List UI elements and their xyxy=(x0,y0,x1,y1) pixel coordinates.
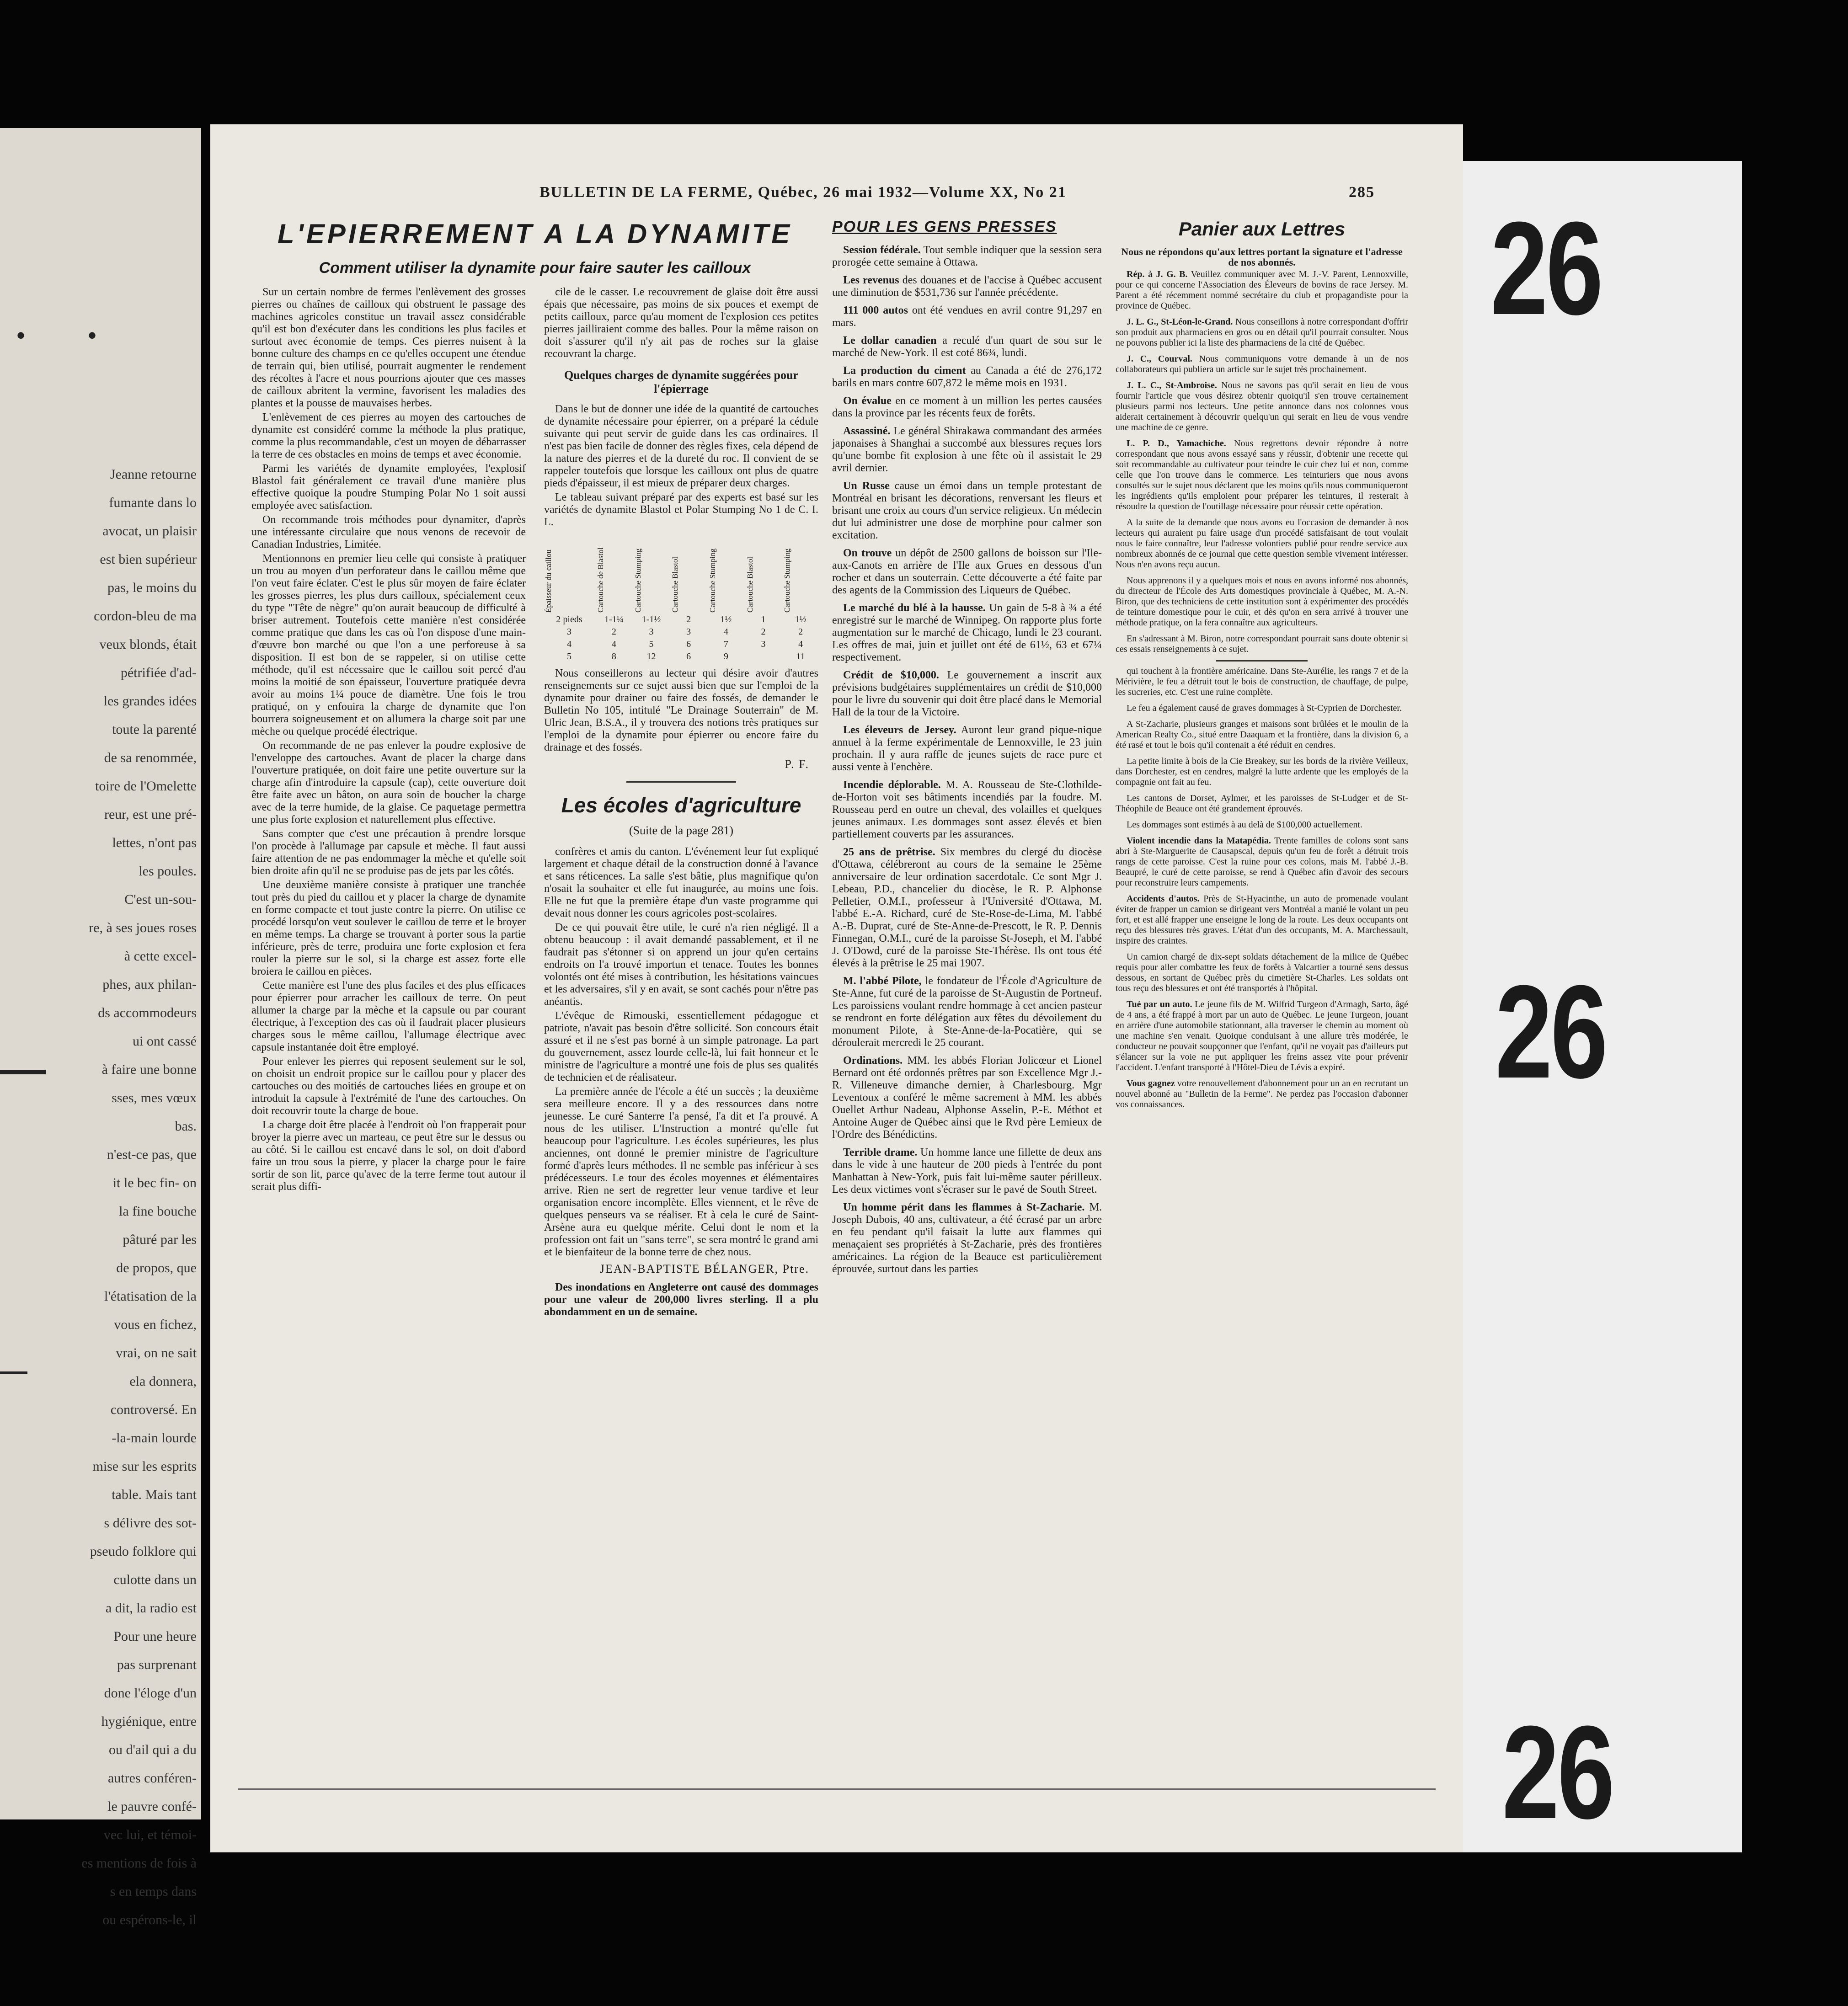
table-cell: 2 pieds xyxy=(556,614,582,624)
item-lead: On évalue xyxy=(843,395,892,407)
item-lead: Assassiné. xyxy=(843,425,891,437)
item-lead: Accidents d'autos. xyxy=(1127,894,1200,904)
item-lead: Ordinations. xyxy=(843,1055,903,1067)
news-item xyxy=(1116,269,1408,311)
item-text: Trente familles de colons sont sans abri à Ste-Marguerite de Causapscal, depuis qu'un feu de forêt a détruit trois rangs de cette paroisse. C'est la ruine pour ces colons, mais M. l'abbé J.-B. Beaupré, le curé de cette paroisse, se rend à Québec afin d'avoir des secours pour reconstruire leurs campements. xyxy=(1116,836,1408,888)
item-lead: Violent incendie dans la Matapédia. xyxy=(1127,836,1271,846)
text-fragment: culotte dans un xyxy=(113,1572,197,1587)
item-lead: Incendie déplorable. xyxy=(843,779,941,791)
item-lead: 111 000 autos xyxy=(843,304,908,316)
item-lead: Les éleveurs de Jersey. xyxy=(843,724,956,736)
news-item xyxy=(832,425,1102,475)
article-paragraph: cile de le casser. Le recouvrement de glaise doit être aussi épais que nécessaire, pas moins de six pouces et exempt de petits cailloux, parce qu'au moment de l'explosion ces petites pierres jailliraient comme des balles. Pour la même raison on doit s'assurer qu'il n'y ait pas de roches sur la glaise recouvrant la charge. xyxy=(544,286,818,360)
item-text: Les cantons de Dorset, Aylmer, et les paroisses de St-Ludger et de St-Théophile de Beauce ont été grandement éprouvés. xyxy=(1116,793,1408,814)
text-fragment: vec lui, et témoi- xyxy=(103,1827,197,1842)
text-fragment: cordon-bleu de ma xyxy=(94,608,197,624)
text-fragment: -la-main lourde xyxy=(112,1430,197,1446)
item-text: Près de St-Hyacinthe, un auto de promenade voulant éviter de frapper un camion se dirigeant vers Montréal a manié le volant un peu fort, et est allé frapper une enseigne le long de la route. Les deux occupants ont reçu des blessures très graves. L'état d'un des occupants, M. A. Marchessault, inspire des craintes. xyxy=(1116,894,1409,946)
divider xyxy=(1216,660,1308,662)
article-paragraph: La première année de l'école a été un succès ; la deuxième sera meilleure encore. Il y a des ressources dans notre jeunesse. Le curé Santerre l'a pensé, l'a dit et l'a prouvé. A nous de les utiliser. L'Instruction a montré qu'elle fut beaucoup pour l'agriculture. Les écoles supérieures, les plus anciennes, ont donné le premier ministre de l'agriculture formé d'après leurs méthodes. Il ne semble pas inférieur à ses prédécesseurs. Le tour des écoles moyennes et élémentaires arrive. Rien ne sert de regretter leur venue tardive et leur organisation encore incomplète. Elles viennent, et le rêve de quelques penseurs va se réaliser. Et à cela le curé de Saint-Arsène aura eu quelque mérite. Celui dont le nom et la profession ont fait un "sans terre", se sera montré le grand ami et le bienfaiteur de la bonne terre de chez nous. xyxy=(544,1086,818,1258)
table-cell: 3 xyxy=(567,627,571,637)
article-paragraph: Pour enlever les pierres qui reposent seulement sur le sol, on choisit un endroit propice sur le caillou pour y placer des cartouches ou des moitiés de cartouches liées en groupe et on introduit la capsule à l'extrémité de l'une des cartouches. On doit recouvrir toute la charge de boue. xyxy=(251,1056,526,1117)
news-item xyxy=(1116,894,1408,946)
text-fragment: reur, est une pré- xyxy=(104,807,197,822)
table-cell: 5 xyxy=(567,651,571,662)
item-lead: J. L. G., St-Léon-le-Grand. xyxy=(1127,317,1233,327)
table-cell: 3 xyxy=(761,639,766,649)
item-lead: Un homme périt dans les flammes à St-Zacharie. xyxy=(843,1201,1085,1213)
text-fragment: Pour une heure xyxy=(113,1629,197,1644)
news-item xyxy=(1116,756,1408,788)
panier-intro: Nous ne répondons qu'aux lettres portant la signature et l'adresse de nos abonnés. xyxy=(1121,246,1403,268)
text-fragment: les grandes idées xyxy=(103,694,197,709)
news-item xyxy=(832,244,1102,269)
news-item xyxy=(832,724,1102,774)
text-fragment: pseudo folklore qui xyxy=(90,1544,197,1559)
item-text: un dépôt de 2500 gallons de boisson sur l'Ile-aux-Canots en arrière de l'Ile aux Grues en dessous d'un rocher et dans un souterrain. Cette découverte a été faite par des agents de la Commission des Liqueurs de Québec. xyxy=(832,547,1102,596)
table-cell xyxy=(746,651,781,662)
item-text: ont été vendues en avril contre 91,297 en mars. xyxy=(832,304,1102,329)
newspaper-page xyxy=(210,124,1463,1852)
text-fragment: de sa renommée, xyxy=(104,750,197,765)
item-text: qui touchent à la frontière américaine. Dans Ste-Aurélie, les rangs 7 et de la Mérivière, le feu a détruit tout le bois de construction, de chauffage, de pulpe, les sucreries, etc. C'est une ruine complète. xyxy=(1116,666,1408,697)
article-paragraph: Parmi les variétés de dynamite employées, l'explosif Blastol fait généralement ce travail d'une manière plus effective quoique la poudre Stumping Polar No 1 soit aussi employée avec satisfaction. xyxy=(251,463,526,512)
article-paragraph: Une deuxième manière consiste à pratiquer une tranchée tout près du pied du caillou et y placer la charge de dynamite en forme compacte et tout juste contre la pierre. On utilise ce procédé lorsqu'on veut soulever le caillou de terre et le broyer en même temps. La charge se trouvant à porter sous la partie inférieure, près de terre, produira une forte explosion et fera rouler la pierre sur le sol, si la charge est assez forte elle broiera le caillou en pièces. xyxy=(251,879,526,977)
table-cell: 5 xyxy=(649,639,654,649)
item-lead: L. P. D., Yamachiche. xyxy=(1127,438,1226,448)
item-text: Veuillez communiquer avec M. J.-V. Parent, Lennoxville, pour ce qui concerne l'Association des Éleveurs de bovins de race Jersey. M. Parent a été récemment nommé secrétaire du club et propagandiste pour la province de Québec. xyxy=(1116,269,1408,311)
article-signature: P. F. xyxy=(785,758,809,771)
table-header: Épaisseur du caillou xyxy=(544,550,553,613)
article-subtitle: Comment utiliser la dynamite pour faire sauter les cailloux xyxy=(319,259,751,277)
article-paragraph: De ce qui pouvait être utile, le curé n'a rien négligé. Il a obtenu beaucoup : il avait demandé passablement, et il ne faudrait pas s'étonner si on apprend un jour qu'en certains endroits on l'a trouvé importun et tenace. Toutes les bonnes volontés ont été mises à contribution, les hésitations vaincues et les adversaires, s'il y en avait, se sont cachés pour n'être pas anéantis. xyxy=(544,922,818,1008)
news-item xyxy=(1116,820,1408,830)
news-item xyxy=(832,547,1102,597)
article2-title: Les écoles d'agriculture xyxy=(561,793,801,817)
news-item xyxy=(1116,793,1408,814)
text-fragment: toire de l'Omelette xyxy=(95,779,197,794)
text-fragment: toute la parenté xyxy=(112,722,197,737)
table-header: Cartouche Stumping xyxy=(633,548,642,613)
item-text: M. Joseph Dubois, 40 ans, cultivateur, a été écrasé par un arbre en feu pendant qu'il faisait la lutte aux flammes qui menaçaient ses propriétés à St-Zacharie, près des frontières américaines. La région de la Beauce est particulièrement éprouvée, surtout dans les parties xyxy=(832,1201,1102,1275)
text-fragment: veux blonds, était xyxy=(99,637,197,652)
news-item xyxy=(1116,438,1408,512)
text-fragment: it le bec fin- on xyxy=(112,1175,197,1190)
text-fragment: lettes, n'ont pas xyxy=(112,835,197,850)
text-fragment: done l'éloge d'un xyxy=(104,1686,197,1701)
item-lead: Crédit de $10,000. xyxy=(843,669,939,681)
text-fragment: pas surprenant xyxy=(117,1657,197,1672)
table-cell: 2 xyxy=(761,627,766,637)
page-number: 285 xyxy=(1349,184,1375,201)
item-text: Le jeune fils de M. Wilfrid Turgeon d'Armagh, Sarto, âgé de 4 ans, a été frappé à mort par un auto de Québec. Le jeune Turgeon, jouant en arrière d'une automobile stationnant, alla traverser le chemin au moment où une machine s'en venait. Quoique conduisant à une allure très modérée, le conducteur ne pouvait soupçonner que l'enfant, qu'il ne voyait pas d'ailleurs put s'élancer sur la voie ne put appliquer les freins assez vite pour prévenir l'accident. L'enfant transporté à l'Hôtel-Dieu de Lévis a expiré. xyxy=(1116,999,1409,1072)
item-text: Un gain de 5-8 à ¾ a été enregistré sur le marché de Winnipeg. On rapporte plus forte augmentation sur le marché de Chicago, lundi le 23 courant. Les offres de mai, juin et juillet ont été de 61½, 63 et 67¼ respectivement. xyxy=(832,602,1102,663)
text-fragment: es mentions de fois à xyxy=(81,1856,197,1871)
text-fragment: s en temps dans xyxy=(110,1884,197,1899)
filmstrip-margin xyxy=(1463,161,1742,1852)
item-lead: M. l'abbé Pilote, xyxy=(843,975,922,987)
text-fragment: controversé. En xyxy=(110,1402,197,1417)
item-text: Auront leur grand pique-nique annuel à la ferme expérimentale de Lennoxville, le 23 juin prochain. Il y aura raffle de jeunes sujets de race pure et aussi vente à l'enchère. xyxy=(832,724,1102,773)
text-fragment: ds accommodeurs xyxy=(98,1005,197,1020)
table-header: Cartouche Blastol xyxy=(745,556,754,613)
article-paragraph: La charge doit être placée à l'endroit où l'on frapperait pour broyer la pierre avec un marteau, ce peut être sur le dessus ou au côté. Si le caillou est encavé dans le sol, on doit d'abord faire un trou sous la pierre, y placer la charge pour le faire sortir de son lit, parce qu'avec de la terre ferme tout autour il serait plus diffi- xyxy=(251,1119,526,1193)
item-text: Le général Shirakawa commandant des armées japonaises à Shanghai a succombé aux blessures reçues lors qu'une bombe fit explosion à une fête où il assistait le 29 avril dernier. xyxy=(832,425,1102,474)
item-text: Nous regrettons devoir répondre à notre correspondant que nous avons essayé sans y réussir, d'obtenir une recette qui soit recommandable au cultivateur pour teindre le cuir chez lui et non, comme celle que l'on trouve dans le commerce. Les teinturiers que nous avons consultés sur le sujet nous déclarent que les moins qu'ils nous communiqueront les ingrédients qu'ils emploient pour préparer les teintures, il resterait à résoudre la question de l'outillage nécessaire pour réussir cette opération. xyxy=(1116,438,1408,512)
item-text: En s'adressant à M. Biron, notre correspondant pourrait sans doute obtenir si ces essais renseignements à ce sujet. xyxy=(1116,634,1408,654)
table-cell: 6 xyxy=(686,651,691,662)
news-item xyxy=(1116,703,1408,714)
text-fragment: les poules. xyxy=(139,864,197,879)
table-cell: 2 xyxy=(611,627,616,637)
news-item xyxy=(832,365,1102,389)
item-text: Tout semble indiquer que la session sera prorogée cette semaine à Ottawa. xyxy=(832,244,1102,268)
table-header: Cartouche Stumping xyxy=(783,548,792,613)
table-cell: 11 xyxy=(796,651,805,662)
table-cell: 1½ xyxy=(720,614,732,624)
frame-number: 26 xyxy=(1490,194,1602,342)
news-item xyxy=(832,975,1102,1049)
item-lead: Terrible drame. xyxy=(843,1147,918,1158)
news-item xyxy=(1116,952,1408,994)
item-text: votre renouvellement d'abonnement pour un an en recrutant un nouvel abonné au "Bulletin de la Ferme". Ne perdez pas l'occasion d'abonner vos connaissances. xyxy=(1116,1078,1408,1110)
text-fragment: ela donnera, xyxy=(129,1374,197,1389)
text-fragment: vrai, on ne sait xyxy=(116,1345,197,1360)
news-item xyxy=(832,335,1102,359)
table-cell: 3 xyxy=(686,627,691,637)
text-fragment: la fine bouche xyxy=(119,1204,197,1219)
text-fragment: vous en fichez, xyxy=(114,1317,197,1332)
text-fragment: fumante dans lo xyxy=(109,495,197,510)
table-cell: 3 xyxy=(649,627,654,637)
text-fragment: bas. xyxy=(175,1119,197,1134)
item-text: MM. les abbés Florian Jolicœur et Lionel Bernard ont été ordonnés prêtres par son Excellence Mgr J.-R. Villeneuve dimanche dernier, à Charlesbourg. Mgr Leventoux a conféré le même sacrement à MM. les abbés Ouellet Arthur Nadeau, Alphonse Asselin, P.-E. Méthot et Antoine Auger de Québec ainsi que le Rvd père Lemieux de l'Ordre des Bénédictins. xyxy=(832,1055,1102,1141)
table-cell: 1 xyxy=(761,614,766,624)
item-text: au Canada a été de 276,172 barils en mars contre 607,872 le même mois en 1931. xyxy=(832,365,1102,389)
news-item xyxy=(1116,380,1408,433)
item-text: Le feu a également causé de graves dommages à St-Cyprien de Dorchester. xyxy=(1127,703,1402,713)
table-cell: 4 xyxy=(798,639,803,649)
news-item xyxy=(832,1055,1102,1141)
article-paragraph: Dans le but de donner une idée de la quantité de cartouches de dynamite nécessaire pour épierrer, on a préparé la cédule suivante qui peut servir de guide dans les cas ordinaires. Il n'est pas bien facile de donner des règles fixes, cela dépend de la nature des pierres et de la dureté du roc. Il convient de se rappeler toutefois que lorsque les cailloux ont plus de quatre pieds d'épaisseur, il est mieux de préparer deux charges. xyxy=(544,403,818,489)
inset-heading: Quelques charges de dynamite suggérées pour l'épierrage xyxy=(564,368,799,395)
text-fragment: n'est-ce pas, que xyxy=(107,1147,197,1162)
table-header: Cartouche Stumping xyxy=(708,548,717,613)
text-fragment: ui ont cassé xyxy=(133,1034,197,1049)
item-text: Nous ne savons pas qu'il serait en lieu de vous fournir l'article que vous désirez obtenir quoiqu'il s'en trouve certainement plusieurs parmi nos lecteurs. Une petite annonce dans nos colonnes vous aiderait certainement à découvrir quelqu'un qui serait en lieu de vous vendre une machine de ce genre. xyxy=(1116,380,1408,432)
item-text: La petite limite à bois de la Cie Breakey, sur les bords de la rivière Veilleux, dans Dorchester, est en cendres, malgré la lutte ardente que les employés de la compagnie ont fait au feu. xyxy=(1116,756,1408,787)
news-item xyxy=(832,1147,1102,1196)
news-item xyxy=(832,846,1102,970)
text-fragment: à cette excel- xyxy=(124,949,197,964)
table-cell: 6 xyxy=(686,639,691,649)
item-text: Le gouvernement a inscrit aux prévisions budgétaires supplémentaires un crédit de $10,000 pour le livre du souvenir qui doit être placé dans le Memorial Hall de la tour de la Victoire. xyxy=(832,669,1102,718)
panier-column xyxy=(1116,218,1408,1115)
article-paragraph: confrères et amis du canton. L'événement leur fut expliqué largement et chaque détail de la construction donné à l'avance et sans réticences. La salle s'est bâtie, plus magnifique qu'on n'osait la souhaiter et elle fut inaugurée, au moins une fois. Elle ne fut que la première étape d'un vaste programme qui devait nous donner les cours agricoles post-scolaires. xyxy=(544,846,818,919)
news-item xyxy=(832,602,1102,664)
table-cell: 1-1¼ xyxy=(604,614,624,624)
news-item xyxy=(832,480,1102,542)
news-item xyxy=(1116,1078,1408,1110)
item-lead: Le dollar canadien xyxy=(843,335,937,347)
news-item xyxy=(1116,354,1408,375)
ornament-dots: • • xyxy=(16,320,125,351)
divider xyxy=(626,781,736,783)
item-lead: Rép. à J. G. B. xyxy=(1127,269,1188,279)
article-paragraph: On recommande de ne pas enlever la poudre explosive de l'enveloppe des cartouches. Avant de placer la charge dans l'ouverture pratiquée, on doit faire une petite ouverture sur la charge afin d'introduire la capsule (cap), cette ouverture doit être faite avec un bâton, on aura soin de boucher la charge avec de la terre humide, de la glaise. Ce paquetage permettra une plus forte explosion et naturellement plus effective. xyxy=(251,740,526,826)
table-cell: 2 xyxy=(686,614,691,624)
article2-subtitle: (Suite de la page 281) xyxy=(629,824,734,837)
article-paragraph: Le tableau suivant préparé par des experts est basé sur les variétés de dynamite Blastol et Polar Stumping No 1 de C. I. L. xyxy=(544,491,818,528)
item-text: Nous communiquons votre demande à un de nos collaborateurs qui publiera un article sur le sujet très prochainement. xyxy=(1116,354,1409,374)
article-column-right xyxy=(544,286,818,1320)
item-text: le fondateur de l'École d'Agriculture de Ste-Anne, fut curé de la paroisse de St-Augustin de Portneuf. Les paroissiens voulant rendre hommage à cet ancien pasteur se rendront en forte délégation aux fêtes du dévoilement du monument Pilote, à Ste-Anne-de-la-Pocatière, qui se déroulerait mercredi le 25 courant. xyxy=(832,975,1102,1049)
text-fragment: table. Mais tant xyxy=(112,1487,197,1502)
article-paragraph: Mentionnons en premier lieu celle qui consiste à pratiquer un trou au moyen d'un perforateur dans le caillou même que l'on veut faire éclater. C'est le plus sûr moyen de faire éclater les grosses pierres, les plus durs cailloux, spécialement ceux du type "Tête de nègre" qu'on aurait beaucoup de difficulté à briser autrement. Toutefois cette manière n'est considérée comme pratique que dans les cas où l'on dispose d'une main-d'œuvre bon marché ou que l'on a une perforeuse à sa disposition. Il est bon de se rappeler, si on utilise cette méthode, qu'il est nécessaire que le caillou soit percé d'au moins la moitié de son épaisseur, l'ouverture pratiquée devra avoir au moins 1¼ pouce de diamètre. Une fois le trou pratiqué, on y enfouira la charge de dynamite que l'on bourrera soigneusement et on allumera la charge soit par une mèche ou quelque procédé électrique. xyxy=(251,553,526,737)
news-section-title: POUR LES GENS PRESSES xyxy=(832,218,1057,235)
text-fragment: pâturé par les xyxy=(123,1232,197,1247)
table-cell: 7 xyxy=(723,639,728,649)
previous-page-fragment xyxy=(0,128,201,1927)
table-cell: 9 xyxy=(723,651,728,662)
text-fragment: phes, aux philan- xyxy=(102,977,197,992)
article-paragraph: L'évêque de Rimouski, essentiellement pédagogue et patriote, n'avait pas besoin d'être sollicité. Son concours était assuré et il ne s'est pas borné à un simple patronage. La part du gouvernement, assez lourde celle-là, lui fait honneur et le ministre de l'agriculture a montré une fois de plus ses qualités de technicien et de réalisateur. xyxy=(544,1010,818,1083)
text-fragment: est bien supérieur xyxy=(100,552,197,567)
text-fragment: Jeanne retourne xyxy=(110,467,197,482)
charge-table xyxy=(544,535,818,662)
text-fragment: de propos, que xyxy=(116,1260,197,1275)
text-fragment: le pauvre confé- xyxy=(107,1799,197,1814)
item-lead: Les revenus xyxy=(843,274,899,286)
text-fragment: l'étatisation de la xyxy=(104,1289,197,1304)
item-text: M. A. Rousseau de Ste-Clothilde-de-Horton voit ses bâtiments incendiés par la foudre. M. Rousseau perd en outre un cheval, des volailles et quelques jeunes animaux. Les dommages sont assez élevés et bien partiellement couverts par les assurances. xyxy=(832,779,1102,840)
news-item xyxy=(832,669,1102,719)
text-fragment: C'est un-sou- xyxy=(124,892,197,907)
news-item xyxy=(832,304,1102,329)
panier-title: Panier aux Lettres xyxy=(1178,218,1346,240)
news-item xyxy=(1116,719,1408,751)
masthead: BULLETIN DE LA FERME, Québec, 26 mai 1932—Volume XX, No 21 xyxy=(539,184,1067,201)
text-fragment: re, à ses joues roses xyxy=(89,920,197,935)
text-fragment: avocat, un plaisir xyxy=(102,523,197,539)
text-fragment: hygiénique, entre xyxy=(101,1714,197,1729)
item-lead: J. L. C., St-Ambroise. xyxy=(1127,380,1217,390)
item-lead: J. C., Courval. xyxy=(1127,354,1192,364)
table-header: Cartouche de Blastol xyxy=(596,547,605,613)
item-lead: On trouve xyxy=(843,547,892,559)
text-fragment: a dit, la radio est xyxy=(105,1601,197,1616)
text-fragment: mise sur les esprits xyxy=(92,1459,197,1474)
news-briefs-column xyxy=(832,218,1102,1281)
news-item xyxy=(832,274,1102,299)
item-text: a reculé d'un quart de sou sur le marché de New-York. Il est coté 86¾, lundi. xyxy=(832,335,1102,359)
article-paragraph: Sans compter que c'est une précaution à prendre lorsque l'on procède à l'allumage par capsule et mèche. Il faut aussi faire attention de ne pas endommager la mèche et qu'elle soit bien droite afin qu'il ne se produise pas de jets par les côtés. xyxy=(251,828,526,877)
table-cell: 1-1½ xyxy=(641,614,661,624)
text-fragment: pas, le moins du xyxy=(107,580,197,595)
item-lead: La production du ciment xyxy=(843,365,966,377)
news-item xyxy=(1116,518,1408,570)
table-cell: 4 xyxy=(723,627,728,637)
article-paragraph: On recommande trois méthodes pour dynamiter, d'après une intéressante circulaire que nous venons de recevoir de Canadian Industries, Limitée. xyxy=(251,514,526,550)
item-text: A la suite de la demande que nous avons eu l'occasion de demander à nos lecteurs qui auraient pu faire usage d'un procédé satisfaisant de tout voulait nous le faire connaître, leur l'adresse volontiers publié pour rendre service aux nombreux abonnés de ce journal que cette question semble vivement intéresser. Nous n'en avons reçu aucun. xyxy=(1116,518,1408,570)
item-text: Un homme lance une fillette de deux ans dans le vide à une hauteur de 200 pieds à l'entrée du pont Manhattan à New-York, puis fait lui-même sauter périlleux. Les deux victimes vont s'écraser sur le pavé de South Street. xyxy=(832,1147,1102,1195)
page-bottom-rule xyxy=(238,1788,1436,1790)
news-item xyxy=(1116,999,1408,1073)
news-item xyxy=(1116,836,1408,888)
item-lead: 25 ans de prêtrise. xyxy=(843,846,935,858)
item-text: Six membres du clergé du diocèse d'Ottawa, célébreront au cours de la semaine le 25ème anniversaire de leur ordination sacerdotale. Ce sont Mgr J. Lebeau, P.D., chancelier du diocèse, le R. P. Alphonse Pelletier, O.M.I., professeur à l'Université d'Ottawa, M. l'abbé E.-A. Richard, curé de Ste-Rose-de-Lima, M. l'abbé A.-B. Duprat, curé de Ste-Anne-de-Prescott, le R. P. Dennis Finnegan, O.M.I., curé de la paroisse St-Joseph, et M. l'abbé J. O'Dowd, curé de la paroisse Ste-Thérèse. Ils ont tous été élevés à la prêtrise le 25 mai 1907. xyxy=(832,846,1102,969)
frame-number: 26 xyxy=(1495,958,1606,1106)
item-text: Nous apprenons il y a quelques mois et nous en avons informé nos abonnés, du directeur de l'École des Arts domestiques provinciale à Québec, M. A.-N. Biron, que des techniciens de cette institution sont à expérimenter des procédés de teinture domestique pour le cuir, et dès qu'on en sera arrivé à trouver une méthode pratique, on la fera connaître aux agriculteurs. xyxy=(1116,576,1408,628)
item-text: cause un émoi dans un temple protestant de Montréal en brisant les décorations, renversant les fleurs et brisant une croix au cours d'un service religieux. Un médecin dut lui administrer une dose de morphine pour calmer son excitation. xyxy=(832,480,1102,541)
news-item xyxy=(1116,666,1408,698)
item-text: Les dommages sont estimés à au delà de $100,000 actuellement. xyxy=(1127,820,1362,830)
table-cell: 1½ xyxy=(795,614,806,624)
text-fragment: ou d'ail qui a du xyxy=(108,1742,197,1757)
article-paragraph: L'enlèvement de ces pierres au moyen des cartouches de dynamite est considéré comme la méthode la plus pratique, comme la plus recommandable, c'est un moyen de débarrasser la terre de ces obstacles en moins de temps et avec économie. xyxy=(251,411,526,460)
article-title: L'EPIERREMENT A LA DYNAMITE xyxy=(277,219,793,249)
text-fragment: à faire une bonne xyxy=(101,1062,197,1077)
article2-signature: JEAN-BAPTISTE BÉLANGER, Ptre. xyxy=(599,1262,809,1275)
table-cell: 4 xyxy=(567,639,571,649)
text-fragment: autres conféren- xyxy=(107,1771,197,1786)
news-item xyxy=(1116,317,1408,348)
item-text: en ce moment à un million les pertes causées dans la province par les récents feux de forêts. xyxy=(832,395,1102,419)
article-paragraph: Cette manière est l'une des plus faciles et des plus efficaces pour épierrer pour arracher les cailloux de terre. On peut allumer la charge par la mèche et la capsule ou par courant électrique, à l'exception des cas où il faudrait placer plusieurs charges sous le même caillou, l'allumage électrique avec capsule instantanée doit être employé. xyxy=(251,980,526,1053)
text-fragment: pétrifiée d'ad- xyxy=(120,665,197,680)
item-lead: Un Russe xyxy=(843,480,890,492)
news-item xyxy=(832,779,1102,841)
item-text: Un camion chargé de dix-sept soldats détachement de la milice de Québec requis pour aller combattre les feux de forêts à Valcartier a tourné sens dessus dessous, en sortant de Québec près du cimetière St-Charles. Les soldats ont tous reçu des blessures et ont été transportés à l'hôpital. xyxy=(1116,952,1408,993)
table-cell: 2 xyxy=(798,627,803,637)
item-lead: Le marché du blé à la hausse. xyxy=(843,602,986,614)
news-item xyxy=(832,395,1102,420)
news-item xyxy=(1116,634,1408,655)
news-item xyxy=(1116,576,1408,628)
page-header xyxy=(210,184,1463,207)
item-lead: Session fédérale. xyxy=(843,244,921,256)
text-fragment: ou espérons-le, il xyxy=(102,1912,197,1927)
news-item xyxy=(832,1201,1102,1275)
table-header: Cartouche Blastol xyxy=(671,556,680,613)
text-fragment: sses, mes vœux xyxy=(112,1090,197,1105)
article-paragraph: Nous conseillerons au lecteur qui désire avoir d'autres renseignements sur ce sujet aussi bien que sur l'emploi de la dynamite pour drainer ou faire des fossés, de demander le Bulletin No 105, intitulé "Le Drainage Souterrain" de M. Ulric Jean, B.S.A., il y trouvera des notions très pratiques sur l'emploi de la dynamite pour épierrer ou encore faire du drainage et des fossés. xyxy=(544,667,818,753)
item-text: des douanes et de l'accise à Québec accusent une diminution de $531,736 sur l'année précédente. xyxy=(832,274,1102,299)
item-text: Nous conseillons à notre correspondant d'offrir son produit aux pharmaciens en gros ou en détail qu'il pourrait consulter. Nous ne pouvons publier ici la liste des pharmaciens de la cité de Québec. xyxy=(1116,317,1409,348)
article-column-left xyxy=(251,286,526,1320)
table-cell: 12 xyxy=(646,651,656,662)
item-text: A St-Zacharie, plusieurs granges et maisons sont brûlées et le moulin de la American Realty Co., situé entre Daaquam et la frontière, dans la division 6, a été rasé et tout le bois qu'il contenait a été réduit en cendres. xyxy=(1116,719,1408,750)
article-epierrement xyxy=(251,218,818,1320)
table-cell: 8 xyxy=(611,651,616,662)
article-paragraph: Sur un certain nombre de fermes l'enlèvement des grosses pierres ou chaînes de cailloux qui obstruent le passage des machines agricoles constitue un travail assez considérable qu'il est bon d'exécuter dans les conditions les plus faciles et surtout avec économie de temps. Ces pierres nuisent à la bonne culture des champs en ce qu'elles occupent une étendue de terrain qui, bien utilisé, pourrait augmenter le rendement des récoltes à l'acre et nous pourrions ajouter que ces masses de cailloux abritent la vermine, favorisent les maladies des plantes et la pousse de mauvaises herbes. xyxy=(251,286,526,409)
item-lead: Vous gagnez xyxy=(1127,1078,1175,1088)
table-cell: 4 xyxy=(611,639,616,649)
item-lead: Tué par un auto. xyxy=(1127,999,1192,1009)
inondations-brief: Des inondations en Angleterre ont causé des dommages pour une valeur de 200,000 livres sterling. Il a plu abondamment en un de semaine. xyxy=(544,1281,818,1318)
text-fragment: s délivre des sot- xyxy=(104,1515,197,1531)
frame-number: 26 xyxy=(1502,1698,1613,1846)
